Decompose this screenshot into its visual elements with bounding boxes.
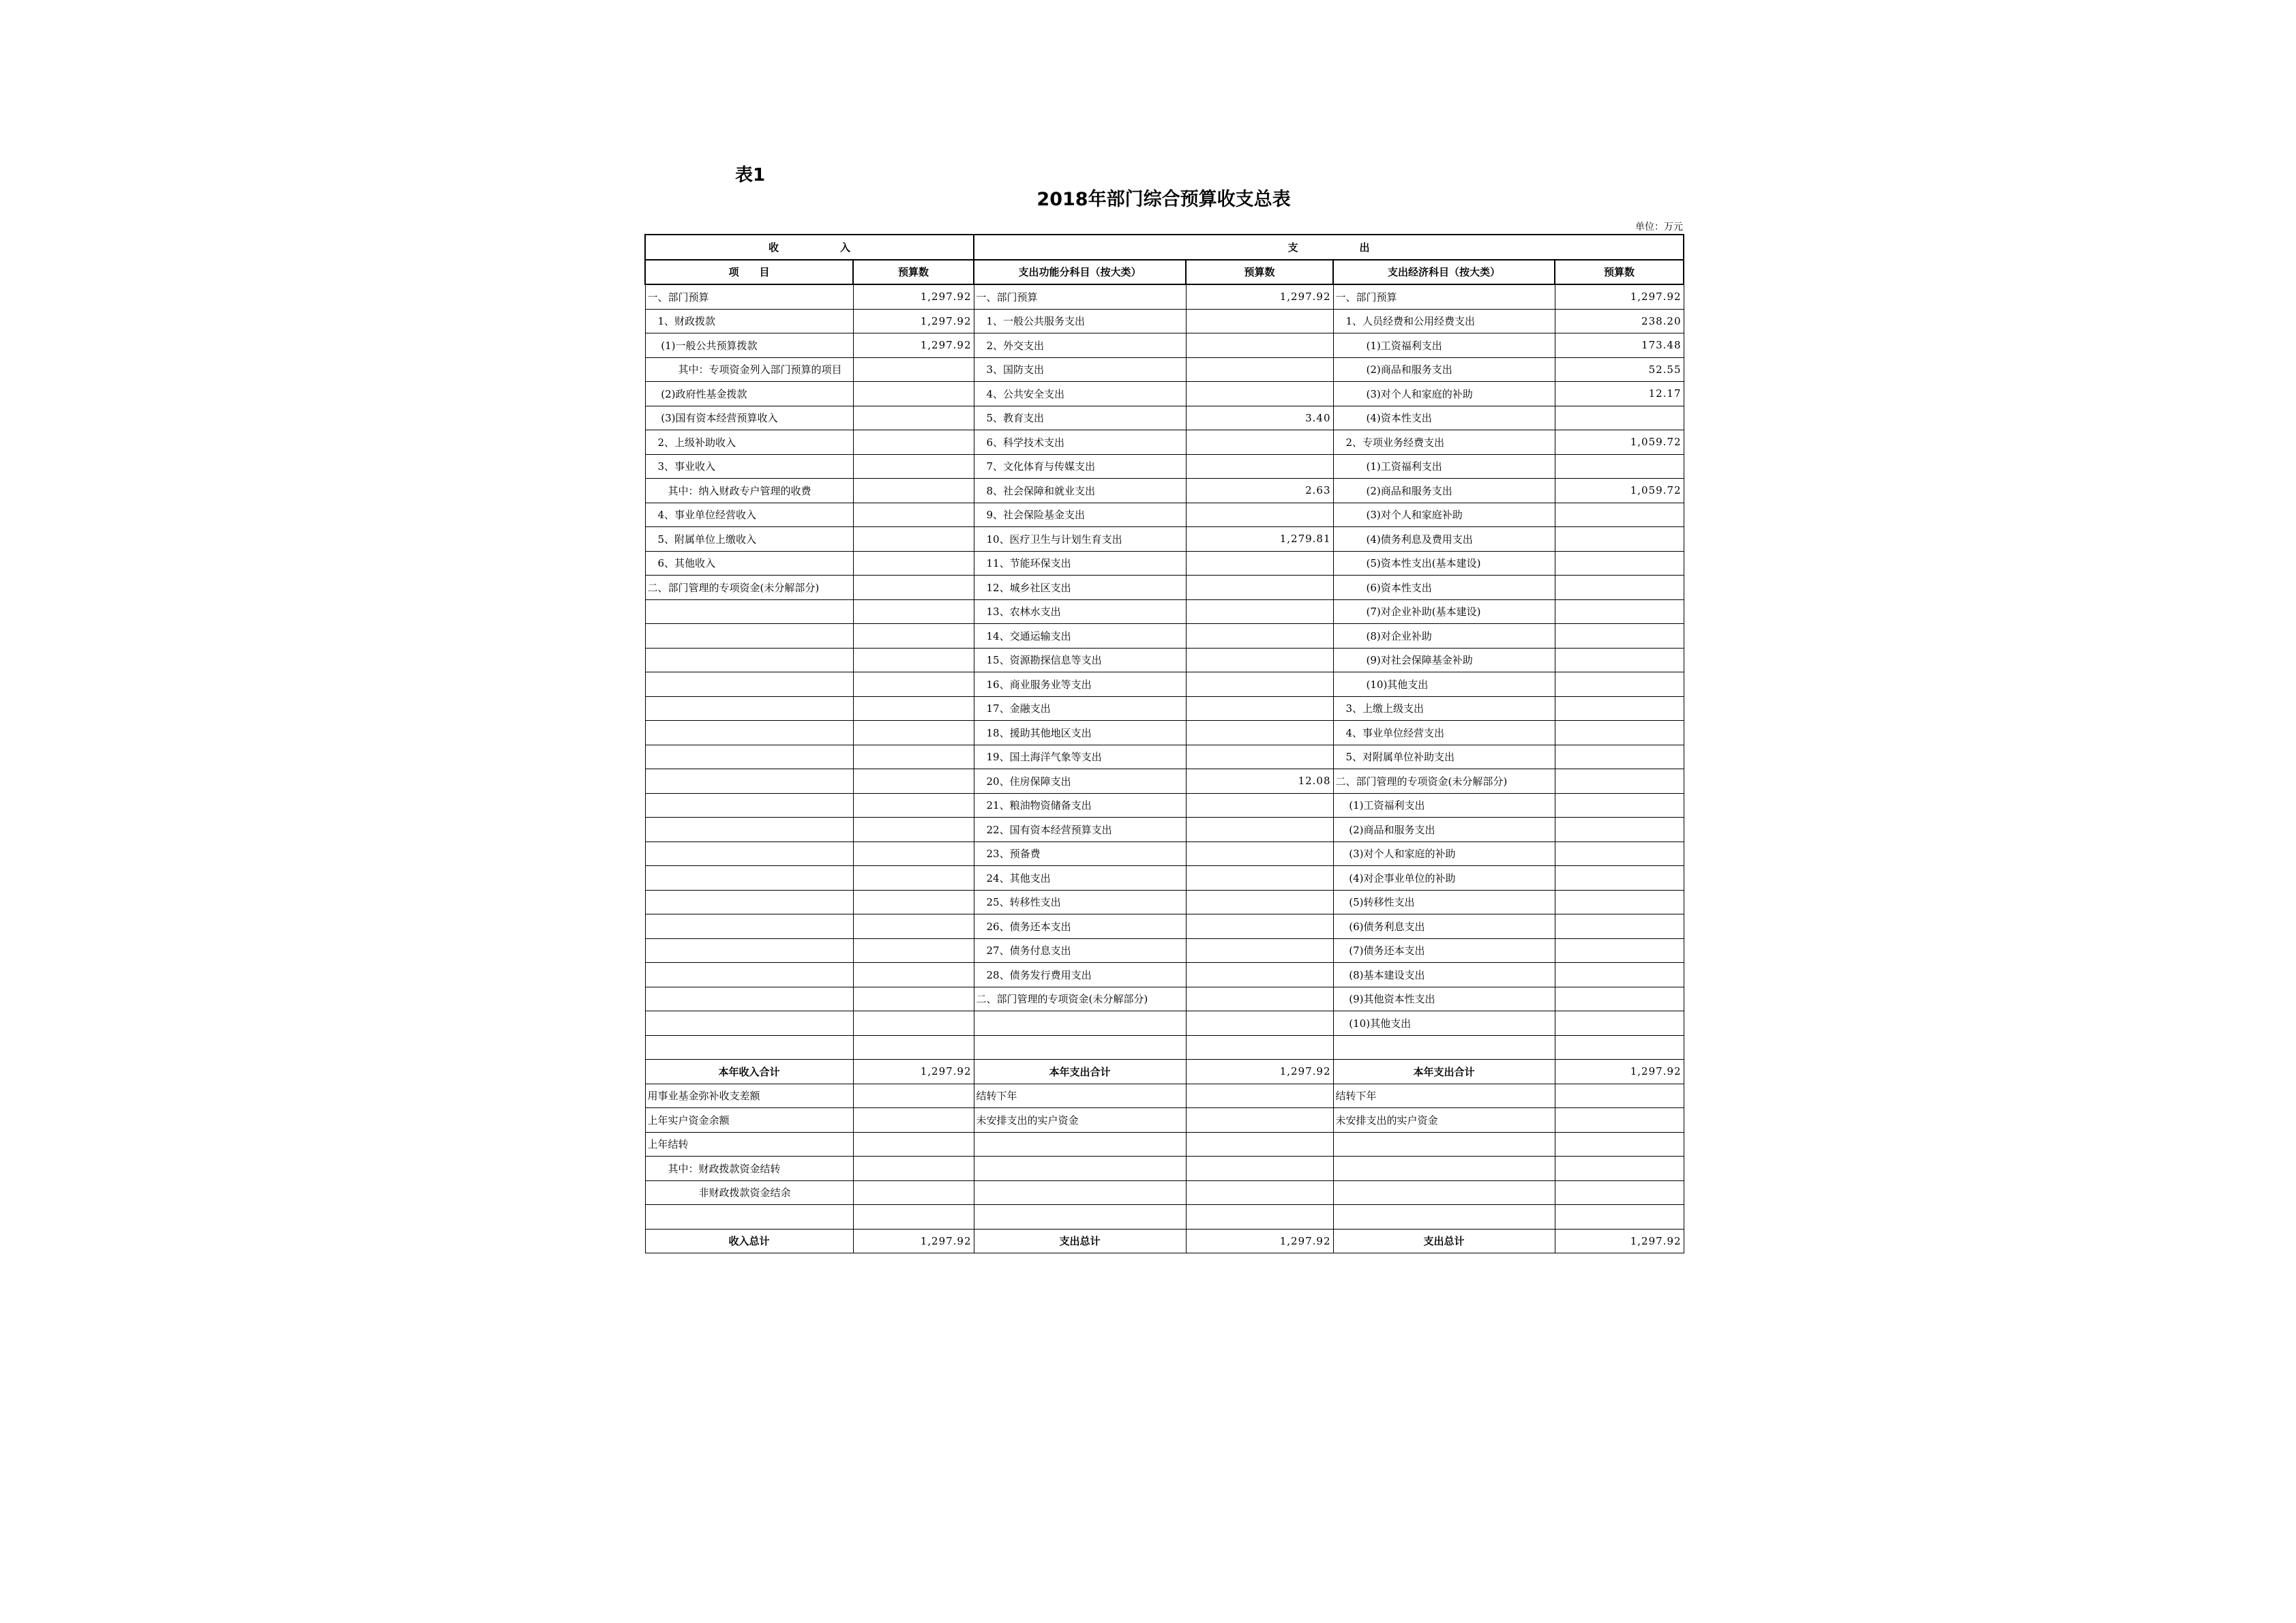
table-row [645,1205,1684,1230]
func-item-cell: 23、预备费 [974,842,1186,866]
func-budget-cell [1186,745,1333,769]
econ-budget-cell [1555,914,1684,939]
func-item-cell [974,1180,1186,1205]
income-budget-cell [853,1157,974,1181]
econ-item-cell: 5、对附属单位补助支出 [1333,745,1555,769]
income-item-cell [645,624,853,649]
header-row-columns [645,260,1684,285]
table-row [645,987,1684,1011]
econ-item-cell: (2)商品和服务支出 [1333,818,1555,842]
func-budget-cell [1186,1084,1333,1108]
func-budget-cell [1186,963,1333,987]
econ-total-value: 1,297.92 [1555,1229,1684,1253]
table-row [645,1157,1684,1181]
econ-budget-cell: 238.20 [1555,309,1684,333]
econ-total-label: 本年支出合计 [1333,1060,1555,1084]
func-budget-cell [1186,576,1333,600]
func-budget-cell [1186,357,1333,382]
econ-budget-cell [1555,1132,1684,1157]
func-budget-cell: 3.40 [1186,406,1333,430]
table-row [645,1035,1684,1060]
income-budget-cell [853,406,974,430]
budget-summary-table [644,234,1684,1253]
econ-budget-cell [1555,1108,1684,1133]
econ-item-cell: (2)商品和服务支出 [1333,479,1555,503]
func-budget-cell [1186,551,1333,576]
income-item-cell [645,842,853,866]
econ-budget-cell [1555,1157,1684,1181]
econ-item-cell: (3)对个人和家庭的补助 [1333,382,1555,406]
income-budget-cell [853,696,974,721]
func-total-value: 1,297.92 [1186,1229,1333,1253]
econ-budget-cell [1555,890,1684,914]
income-item-cell: (1)一般公共预算拨款 [645,333,853,358]
econ-budget-cell [1555,963,1684,987]
econ-item-cell: (9)对社会保障基金补助 [1333,648,1555,672]
income-item-cell [645,769,853,794]
table-row [645,696,1684,721]
func-budget-cell [1186,914,1333,939]
func-budget-cell [1186,1157,1333,1181]
econ-item-cell: (1)工资福利支出 [1333,454,1555,479]
func-budget-cell: 2.63 [1186,479,1333,503]
econ-item-cell: (2)商品和服务支出 [1333,357,1555,382]
income-item-cell [645,793,853,818]
func-item-cell [974,1205,1186,1230]
income-total-label: 本年收入合计 [645,1060,853,1084]
econ-item-cell: (10)其他支出 [1333,1011,1555,1036]
income-budget-cell [853,599,974,624]
grand-total-row [645,1229,1684,1253]
func-item-cell: 二、部门管理的专项资金(未分解部分) [974,987,1186,1011]
income-budget-cell: 1,297.92 [853,309,974,333]
econ-budget-cell [1555,576,1684,600]
func-item-cell: 7、文化体育与传媒支出 [974,454,1186,479]
func-item-cell: 25、转移性支出 [974,890,1186,914]
income-item-cell: 二、部门管理的专项资金(未分解部分) [645,576,853,600]
func-item-cell: 16、商业服务业等支出 [974,672,1186,697]
income-item-cell [645,1205,853,1230]
income-item-cell: 上年结转 [645,1132,853,1157]
table-row [645,382,1684,406]
func-budget-cell: 1,279.81 [1186,527,1333,552]
income-item-cell [645,696,853,721]
func-item-cell: 26、债务还本支出 [974,914,1186,939]
income-budget-cell [853,938,974,963]
table-row [645,648,1684,672]
table-row [645,479,1684,503]
func-item-cell: 14、交通运输支出 [974,624,1186,649]
income-section-header: 收 入 [645,235,974,260]
econ-item-cell: (7)对企业补助(基本建设) [1333,599,1555,624]
econ-item-cell: (8)对企业补助 [1333,624,1555,649]
econ-budget-cell: 1,059.72 [1555,479,1684,503]
table-row [645,866,1684,891]
func-item-cell: 17、金融支出 [974,696,1186,721]
table-row [645,914,1684,939]
func-item-cell: 结转下年 [974,1084,1186,1108]
func-item-cell [974,1011,1186,1036]
econ-total-value: 1,297.92 [1555,1060,1684,1084]
func-item-cell: 4、公共安全支出 [974,382,1186,406]
income-item-cell: 6、其他收入 [645,551,853,576]
econ-budget-cell [1555,842,1684,866]
income-item-cell [645,648,853,672]
func-budget-cell [1186,430,1333,455]
econ-budget-cell [1555,745,1684,769]
econ-item-cell [1333,1180,1555,1205]
income-budget-cell [853,454,974,479]
econ-item-cell: 未安排支出的实户资金 [1333,1108,1555,1133]
func-item-cell: 18、援助其他地区支出 [974,721,1186,745]
income-item-cell: 上年实户资金余额 [645,1108,853,1133]
econ-budget-cell [1555,406,1684,430]
econ-budget-cell [1555,527,1684,552]
table-row [645,284,1684,309]
func-budget-cell [1186,987,1333,1011]
econ-item-cell: 2、专项业务经费支出 [1333,430,1555,455]
income-budget-cell [853,527,974,552]
func-item-cell: 6、科学技术支出 [974,430,1186,455]
func-budget-cell [1186,842,1333,866]
year-total-row [645,1060,1684,1084]
func-item-cell: 1、一般公共服务支出 [974,309,1186,333]
income-item-cell: 用事业基金弥补收支差额 [645,1084,853,1108]
econ-budget-cell [1555,1205,1684,1230]
income-budget-cell [853,430,974,455]
income-item-cell: 4、事业单位经营收入 [645,503,853,527]
func-item-cell: 28、债务发行费用支出 [974,963,1186,987]
func-item-cell [974,1035,1186,1060]
func-total-label: 支出总计 [974,1229,1186,1253]
func-budget-cell [1186,1035,1333,1060]
func-item-cell: 20、住房保障支出 [974,769,1186,794]
table-row [645,721,1684,745]
econ-budget-cell [1555,987,1684,1011]
econ-budget-cell [1555,1180,1684,1205]
income-budget-cell [853,1180,974,1205]
income-budget-cell [853,1132,974,1157]
func-item-cell: 2、外交支出 [974,333,1186,358]
econ-budget-cell [1555,672,1684,697]
func-budget-cell [1186,454,1333,479]
table-row [645,576,1684,600]
econ-budget-cell: 52.55 [1555,357,1684,382]
econ-budget-cell [1555,503,1684,527]
income-budget-cell [853,890,974,914]
func-item-cell: 27、债务付息支出 [974,938,1186,963]
table-row [645,309,1684,333]
econ-total-label: 支出总计 [1333,1229,1555,1253]
income-budget-cell [853,866,974,891]
income-budget-cell [853,1084,974,1108]
func-budget-cell: 1,297.92 [1186,284,1333,309]
func-budget-cell [1186,696,1333,721]
table-row [645,406,1684,430]
unit-label: 单位：万元 [1635,222,1683,233]
func-budget-cell [1186,1011,1333,1036]
table-row [645,890,1684,914]
econ-item-cell: 4、事业单位经营支出 [1333,721,1555,745]
income-budget-cell [853,842,974,866]
income-budget-cell [853,551,974,576]
econ-budget-cell: 12.17 [1555,382,1684,406]
econ-budget-cell [1555,818,1684,842]
econ-budget-cell [1555,769,1684,794]
income-item-cell: 一、部门预算 [645,284,853,309]
income-item-cell: 其中：纳入财政专户管理的收费 [645,479,853,503]
func-item-cell: 15、资源勘探信息等支出 [974,648,1186,672]
func-item-cell: 12、城乡社区支出 [974,576,1186,600]
econ-budget-cell [1555,866,1684,891]
table-row [645,963,1684,987]
econ-budget-cell: 1,297.92 [1555,284,1684,309]
income-budget-cell [853,721,974,745]
func-item-cell: 22、国有资本经营预算支出 [974,818,1186,842]
func-item-cell: 9、社会保险基金支出 [974,503,1186,527]
func-item-cell: 3、国防支出 [974,357,1186,382]
func-budget-cell [1186,309,1333,333]
econ-item-cell: 3、上缴上级支出 [1333,696,1555,721]
income-item-cell: (3)国有资本经营预算收入 [645,406,853,430]
func-budget-cell [1186,866,1333,891]
income-item-cell [645,987,853,1011]
income-item-cell: 1、财政拨款 [645,309,853,333]
func-budget-cell [1186,503,1333,527]
func-budget-cell [1186,382,1333,406]
income-item-cell: 其中：财政拨款资金结转 [645,1157,853,1181]
econ-budget-column-header: 预算数 [1555,260,1684,285]
econ-item-cell: (5)转移性支出 [1333,890,1555,914]
income-item-cell [645,745,853,769]
income-item-cell [645,721,853,745]
func-budget-cell [1186,890,1333,914]
income-budget-cell [853,576,974,600]
table-row [645,527,1684,552]
func-class-column-header: 支出功能分科目（按大类） [974,260,1186,285]
table-row [645,769,1684,794]
table-row [645,333,1684,358]
func-item-cell: 19、国土海洋气象等支出 [974,745,1186,769]
econ-item-cell: (10)其他支出 [1333,672,1555,697]
econ-item-cell: (1)工资福利支出 [1333,793,1555,818]
econ-item-cell: (9)其他资本性支出 [1333,987,1555,1011]
func-budget-cell [1186,333,1333,358]
income-budget-cell [853,769,974,794]
table-row [645,624,1684,649]
income-budget-column-header: 预算数 [853,260,974,285]
income-budget-cell [853,503,974,527]
func-budget-cell [1186,721,1333,745]
income-budget-cell [853,672,974,697]
income-total-value: 1,297.92 [853,1229,974,1253]
func-budget-cell [1186,1180,1333,1205]
income-budget-cell [853,479,974,503]
income-budget-cell [853,1108,974,1133]
econ-item-cell [1333,1035,1555,1060]
econ-budget-cell [1555,1035,1684,1060]
table-row [645,1108,1684,1133]
income-budget-cell [853,745,974,769]
income-item-cell: 2、上级补助收入 [645,430,853,455]
func-item-cell: 13、农林水支出 [974,599,1186,624]
func-item-cell: 5、教育支出 [974,406,1186,430]
table-row [645,745,1684,769]
table-row [645,1011,1684,1036]
income-item-cell: 非财政拨款资金结余 [645,1180,853,1205]
econ-item-cell: (5)资本性支出(基本建设) [1333,551,1555,576]
func-budget-cell [1186,624,1333,649]
income-item-cell [645,672,853,697]
income-item-cell [645,599,853,624]
func-total-label: 本年支出合计 [974,1060,1186,1084]
income-budget-cell [853,963,974,987]
header-row-sections [645,235,1684,260]
income-item-cell [645,963,853,987]
func-budget-cell [1186,1108,1333,1133]
table-row [645,357,1684,382]
econ-item-cell: (1)工资福利支出 [1333,333,1555,358]
table-row [645,599,1684,624]
func-item-cell: 未安排支出的实户资金 [974,1108,1186,1133]
income-budget-cell: 1,297.92 [853,284,974,309]
econ-budget-cell [1555,454,1684,479]
table-row [645,842,1684,866]
func-budget-cell [1186,648,1333,672]
income-budget-cell [853,1011,974,1036]
table-row [645,1084,1684,1108]
func-item-cell [974,1132,1186,1157]
income-item-cell [645,1011,853,1036]
econ-item-cell: 结转下年 [1333,1084,1555,1108]
income-item-cell [645,914,853,939]
income-budget-cell: 1,297.92 [853,333,974,358]
income-total-label: 收入总计 [645,1229,853,1253]
document-title: 2018年部门综合预算收支总表 [1037,189,1291,210]
econ-budget-cell: 1,059.72 [1555,430,1684,455]
econ-item-cell: (4)债务利息及费用支出 [1333,527,1555,552]
income-item-cell: 其中：专项资金列入部门预算的项目 [645,357,853,382]
econ-item-cell [1333,1205,1555,1230]
func-item-cell: 10、医疗卫生与计划生育支出 [974,527,1186,552]
func-budget-cell: 12.08 [1186,769,1333,794]
income-item-cell [645,866,853,891]
table-row [645,938,1684,963]
func-budget-cell [1186,599,1333,624]
table-row [645,793,1684,818]
func-item-cell: 21、粮油物资储备支出 [974,793,1186,818]
table-row [645,551,1684,576]
econ-item-cell: (4)对企事业单位的补助 [1333,866,1555,891]
func-budget-cell [1186,1205,1333,1230]
income-total-value: 1,297.92 [853,1060,974,1084]
func-budget-cell [1186,793,1333,818]
income-budget-cell [853,648,974,672]
table-row [645,672,1684,697]
income-item-cell [645,890,853,914]
income-budget-cell [853,987,974,1011]
func-budget-cell [1186,672,1333,697]
func-item-cell: 11、节能环保支出 [974,551,1186,576]
econ-item-cell: (4)资本性支出 [1333,406,1555,430]
econ-item-cell: (8)基本建设支出 [1333,963,1555,987]
income-item-cell: 5、附属单位上缴收入 [645,527,853,552]
income-item-cell: 3、事业收入 [645,454,853,479]
econ-item-cell: (3)对个人和家庭的补助 [1333,842,1555,866]
econ-item-cell [1333,1132,1555,1157]
table-row [645,818,1684,842]
econ-budget-cell: 173.48 [1555,333,1684,358]
func-total-value: 1,297.92 [1186,1060,1333,1084]
income-budget-cell [853,793,974,818]
econ-class-column-header: 支出经济科目（按大类） [1333,260,1555,285]
expense-section-header: 支 出 [974,235,1684,260]
income-item-cell [645,938,853,963]
econ-item-cell: (6)资本性支出 [1333,576,1555,600]
item-column-header: 项 目 [645,260,853,285]
func-budget-cell [1186,1132,1333,1157]
func-item-cell: 24、其他支出 [974,866,1186,891]
table-row [645,454,1684,479]
econ-budget-cell [1555,938,1684,963]
income-budget-cell [853,1035,974,1060]
econ-item-cell [1333,1157,1555,1181]
econ-budget-cell [1555,696,1684,721]
income-budget-cell [853,914,974,939]
econ-budget-cell [1555,624,1684,649]
econ-budget-cell [1555,551,1684,576]
table-row [645,430,1684,455]
income-budget-cell [853,624,974,649]
econ-item-cell: 一、部门预算 [1333,284,1555,309]
econ-item-cell: 1、人员经费和公用经费支出 [1333,309,1555,333]
func-item-cell: 一、部门预算 [974,284,1186,309]
econ-item-cell: 二、部门管理的专项资金(未分解部分) [1333,769,1555,794]
income-budget-cell [853,357,974,382]
func-budget-column-header: 预算数 [1186,260,1333,285]
func-item-cell [974,1157,1186,1181]
table-row [645,1132,1684,1157]
income-item-cell: (2)政府性基金拨款 [645,382,853,406]
econ-budget-cell [1555,793,1684,818]
income-budget-cell [853,1205,974,1230]
func-budget-cell [1186,818,1333,842]
econ-item-cell: (6)债务利息支出 [1333,914,1555,939]
income-item-cell [645,818,853,842]
income-budget-cell [853,818,974,842]
func-budget-cell [1186,938,1333,963]
econ-item-cell: (3)对个人和家庭补助 [1333,503,1555,527]
econ-budget-cell [1555,1011,1684,1036]
income-item-cell [645,1035,853,1060]
econ-budget-cell [1555,721,1684,745]
table-row [645,1180,1684,1205]
econ-budget-cell [1555,1084,1684,1108]
func-item-cell: 8、社会保障和就业支出 [974,479,1186,503]
econ-item-cell: (7)债务还本支出 [1333,938,1555,963]
table-row [645,503,1684,527]
econ-budget-cell [1555,648,1684,672]
income-budget-cell [853,382,974,406]
econ-budget-cell [1555,599,1684,624]
sheet-label: 表1 [735,165,766,185]
